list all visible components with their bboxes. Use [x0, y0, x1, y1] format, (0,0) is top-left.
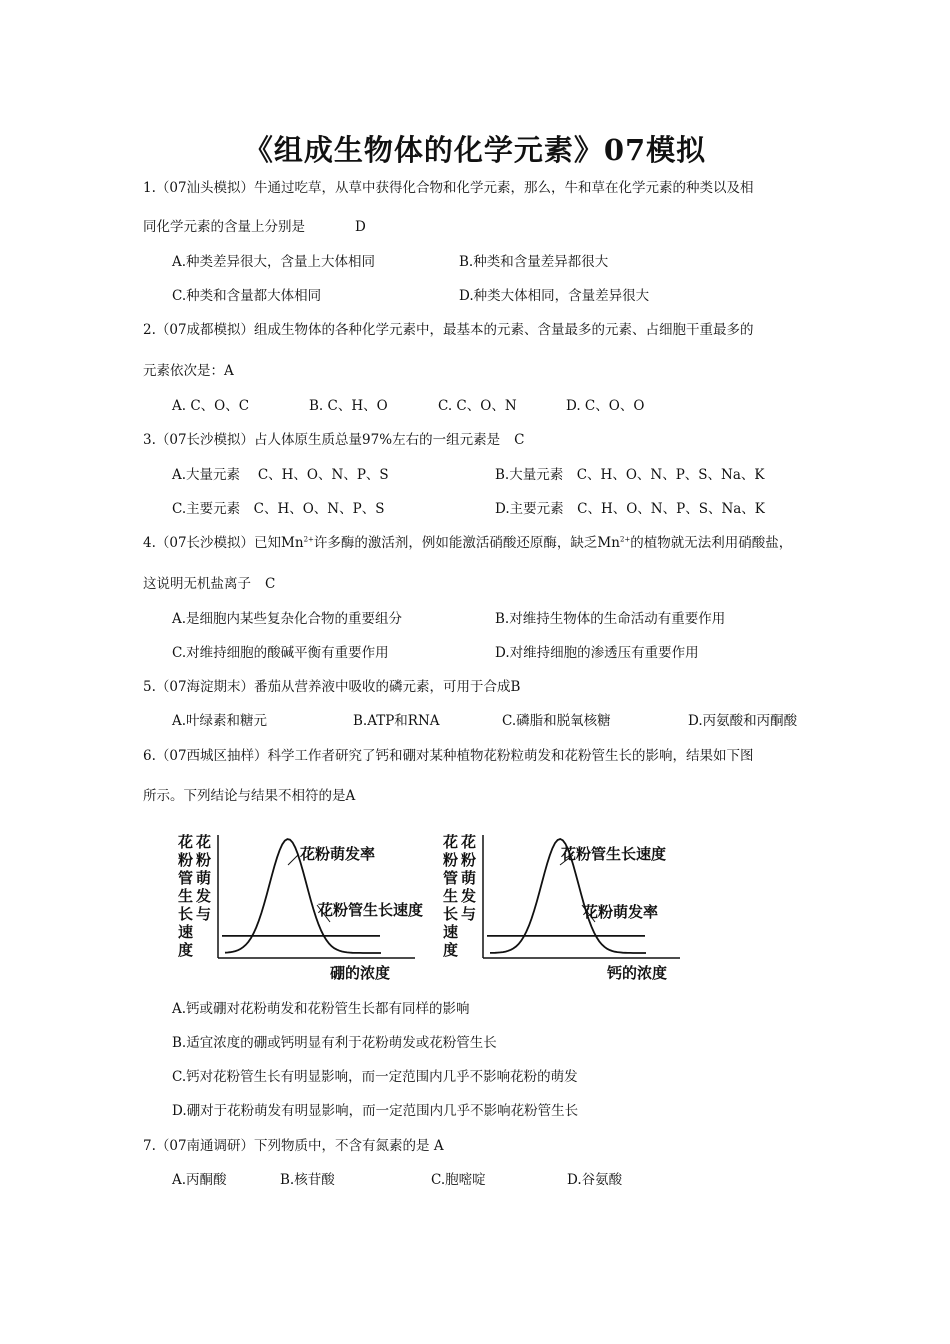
- q5-stem: 5.（07海淀期末）番茄从营养液中吸收的磷元素，可用于合成B: [143, 679, 521, 695]
- page-title: 《组成生物体的化学元素》07模拟: [243, 133, 707, 167]
- q3-option-c: C.主要元素 C、H、O、N、P、S: [172, 501, 385, 517]
- q4-option-a: A.是细胞内某些复杂化合物的重要组分: [172, 611, 403, 627]
- q6-text-emph: 不: [278, 788, 292, 804]
- q4-option-c: C.对维持细胞的酸碱平衡有重要作用: [172, 645, 389, 661]
- q6-text-a: 所示。下列结论与结果: [143, 788, 278, 804]
- q7-option-a: A.丙酮酸: [172, 1172, 227, 1188]
- chart1-ylabel-col1-3: 管: [178, 869, 194, 887]
- chart2-ylabel-col2-4: 发: [461, 887, 477, 905]
- chart1-series-label-flat: 花粉管生长速度: [318, 901, 424, 919]
- q5-option-b: B.ATP和RNA: [353, 713, 440, 729]
- chart2-ylabel-col1-3: 管: [443, 869, 459, 887]
- q7-option-c: C.胞嘧啶: [431, 1172, 486, 1188]
- chart2-ylabel-col2-5: 与: [461, 905, 477, 923]
- q2-option-a: A. C、O、C: [172, 398, 250, 414]
- chart2-xlabel: 钙的浓度: [607, 964, 668, 982]
- chart1-ylabel-col1-7: 度: [178, 941, 194, 959]
- chart1-ylabel-col1-4: 生: [178, 887, 194, 905]
- q5-option-c: C.磷脂和脱氧核糖: [502, 713, 611, 729]
- q4-sup-1: 2+: [303, 535, 314, 544]
- chart1-ylabel-col1-2: 粉: [178, 851, 194, 869]
- q6-option-d: D.硼对于花粉萌发有明显影响，而一定范围内几乎不影响花粉管生长: [172, 1103, 579, 1119]
- chart2-ylabel-col1-1: 花: [443, 833, 459, 851]
- q2-stem-line2: 元素依次是：A: [143, 363, 234, 379]
- chart2-series-label-flat: 花粉萌发率: [583, 903, 659, 921]
- chart2-ylabel-col1-5: 长: [443, 905, 459, 923]
- chart1-ylabel-col1-5: 长: [178, 905, 194, 923]
- q1-option-d: D.种类大体相同，含量差异很大: [459, 288, 650, 304]
- chart1-ylabel-col2-5: 与: [196, 905, 212, 923]
- q6-stem-line2: [143, 786, 355, 806]
- chart2-ylabel-col2-3: 萌: [461, 869, 477, 887]
- chart2-series-label-peak: 花粉管生长速度: [561, 845, 667, 863]
- q3-option-d: D.主要元素 C、H、O、N、P、S、Na、K: [495, 501, 765, 517]
- q2-option-d: D. C、O、O: [566, 398, 645, 414]
- q4-stem-line1: [143, 533, 792, 553]
- q3-answer: C: [514, 432, 525, 448]
- q7-stem: 7.（07南通调研）下列物质中，不含有氮素的是 A: [143, 1138, 444, 1154]
- chart2-ylabel-col2-2: 粉: [461, 851, 477, 869]
- q7-option-b: B.核苷酸: [280, 1172, 335, 1188]
- chart1-ylabel-col1-6: 速: [178, 923, 194, 941]
- q3-stem: [143, 430, 524, 450]
- q1-answer: D: [355, 219, 366, 235]
- chart-boron: [170, 825, 430, 985]
- q1-option-a: A.种类差异很大，含量上大体相同: [172, 254, 376, 270]
- q3-stem-text: 3.（07长沙模拟）占人体原生质总量97%左右的一组元素是: [143, 432, 501, 448]
- chart1-leader-1: [288, 855, 298, 865]
- chart2-ylabel-col2-1: 花: [461, 833, 477, 851]
- q7-option-d: D.谷氨酸: [567, 1172, 623, 1188]
- chart1-ylabel-col2-4: 发: [196, 887, 212, 905]
- q4-sup-2: 2+: [619, 535, 631, 544]
- chart2-ylabel-col1-4: 生: [443, 887, 459, 905]
- q4-option-b: B.对维持生物体的生命活动有重要作用: [495, 611, 726, 627]
- q4-answer: C: [265, 576, 276, 592]
- chart1-ylabel-col2-1: 花: [196, 833, 212, 851]
- q4-option-d: D.对维持细胞的渗透压有重要作用: [495, 645, 699, 661]
- chart1-ylabel-col2-3: 萌: [196, 869, 212, 887]
- q3-option-a: A.大量元素 C、H、O、N、P、S: [172, 467, 389, 483]
- chart-calcium: [435, 825, 695, 985]
- q1-option-c: C.种类和含量都大体相同: [172, 288, 322, 304]
- chart1-ylabel-col1-1: 花: [178, 833, 194, 851]
- q2-option-c: C. C、O、N: [438, 398, 517, 414]
- q4-text-c: 的植物就无法利用硝酸盐，: [630, 535, 793, 551]
- chart1-series-label-peak: 花粉萌发率: [300, 845, 376, 863]
- q4-text-b: 许多酶的激活剂，例如能激活硝酸还原酶，缺乏Mn: [313, 535, 620, 551]
- chart2-ylabel-col1-2: 粉: [443, 851, 459, 869]
- chart2-ylabel-col1-6: 速: [443, 923, 459, 941]
- chart1-xlabel: 硼的浓度: [330, 964, 391, 982]
- q5-option-a: A.叶绿素和糖元: [172, 713, 268, 729]
- q1-option-b: B.种类和含量差异都很大: [459, 254, 609, 270]
- chart1-ylabel-col2-2: 粉: [196, 851, 212, 869]
- q1-stem-text: 同化学元素的含量上分别是: [143, 219, 305, 235]
- q2-option-b: B. C、H、O: [309, 398, 388, 414]
- q4-stem-text: 这说明无机盐离子: [143, 576, 251, 592]
- q4-text-a: 4.（07长沙模拟）已知Mn: [143, 535, 304, 551]
- q5-option-d: D.丙氨酸和丙酮酸: [688, 713, 798, 729]
- q6-option-b: B.适宜浓度的硼或钙明显有利于花粉萌发或花粉管生长: [172, 1035, 497, 1051]
- q6-option-a: A.钙或硼对花粉萌发和花粉管生长都有同样的影响: [172, 1001, 470, 1017]
- q3-option-b: B.大量元素 C、H、O、N、P、S、Na、K: [495, 467, 765, 483]
- chart2-ylabel-col1-7: 度: [443, 941, 459, 959]
- q1-stem-line1: 1.（07汕头模拟）牛通过吃草，从草中获得化合物和化学元素，那么，牛和草在化学元素的种类以及相: [143, 180, 754, 196]
- q6-stem-line1: 6.（07西城区抽样）科学工作者研究了钙和硼对某种植物花粉粒萌发和花粉管生长的影响，结果如下图: [143, 748, 754, 764]
- q6-option-c: C.钙对花粉管生长有明显影响，而一定范围内几乎不影响花粉的萌发: [172, 1069, 578, 1085]
- q1-stem-line2: [143, 217, 366, 237]
- q2-stem-line1: 2.（07成都模拟）组成生物体的各种化学元素中，最基本的元素、含量最多的元素、占细胞干重最多的: [143, 322, 754, 338]
- q4-stem-line2: [143, 574, 275, 594]
- q6-text-c: 相符的是A: [291, 788, 356, 804]
